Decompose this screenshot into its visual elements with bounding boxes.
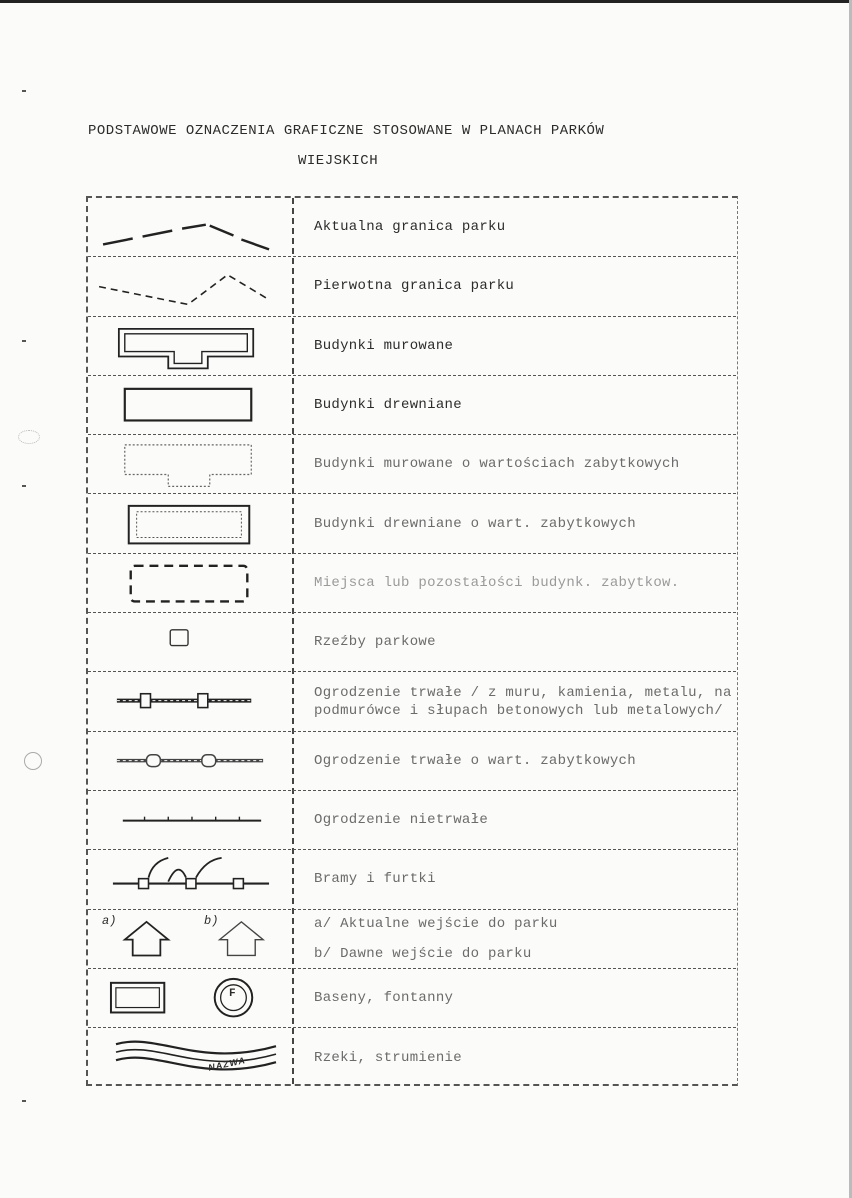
legend-description: Ogrodzenie trwałe / z muru, kamienia, metalu, na podmurówce i słupach betonowych lub metalowych/	[314, 684, 732, 719]
fountain-glyph: F	[229, 987, 236, 1000]
legend-table	[86, 196, 738, 1086]
legend-description: Budynki drewniane o wart. zabytkowych	[314, 515, 636, 532]
legend-row	[88, 495, 736, 554]
legend-description: Aktualna granica parku	[314, 219, 506, 236]
legend-row	[88, 554, 736, 613]
legend-description	[314, 910, 732, 968]
legend-description: Ogrodzenie trwałe o wart. zabytkowych	[314, 752, 636, 769]
legend-row	[88, 791, 736, 850]
original-boundary-symbol	[88, 257, 292, 315]
river-name-label: NAZWA	[207, 1055, 247, 1074]
legend-row	[88, 317, 736, 376]
legend-description: Budynki drewniane	[314, 397, 462, 414]
legend-description: Miejsca lub pozostałości budynk. zabytkow.	[314, 574, 680, 591]
legend-row	[88, 910, 736, 969]
scan-top-edge	[0, 0, 852, 3]
pools-fountains-symbol	[88, 969, 292, 1027]
rivers-streams-symbol	[88, 1028, 292, 1087]
temporary-fence-symbol	[88, 791, 292, 849]
masonry-building-symbol	[88, 317, 292, 375]
title-line-2: WIEJSKICH	[298, 153, 379, 169]
legend-description: Budynki murowane	[314, 337, 454, 354]
park-entrances-symbol	[88, 910, 292, 968]
entrance-b-label: b)	[204, 913, 219, 928]
entrance-b-description: b/ Dawne wejście do parku	[314, 945, 532, 962]
legend-row	[88, 613, 736, 672]
historic-masonry-building-symbol	[88, 435, 292, 493]
legend-description: Baseny, fontanny	[314, 990, 454, 1007]
legend-row	[88, 969, 736, 1028]
margin-mark	[22, 340, 26, 342]
margin-mark	[22, 90, 26, 92]
margin-mark	[22, 485, 26, 487]
legend-row	[88, 257, 736, 316]
legend-row	[88, 376, 736, 435]
punch-hole-mark	[18, 430, 40, 444]
legend-row	[88, 732, 736, 791]
title-line-1: PODSTAWOWE OZNACZENIA GRAFICZNE STOSOWANE W PLANACH PARKÓW	[88, 123, 605, 139]
wooden-building-symbol	[88, 376, 292, 434]
entrance-a-label: a)	[102, 913, 117, 928]
entrance-a-description: a/ Aktualne wejście do parku	[314, 915, 558, 932]
legend-description: Rzeźby parkowe	[314, 634, 436, 651]
legend-row	[88, 435, 736, 494]
legend-description: Pierwotna granica parku	[314, 278, 515, 295]
margin-mark	[22, 1100, 26, 1102]
current-boundary-symbol	[88, 198, 292, 256]
legend-description: Bramy i furtki	[314, 871, 436, 888]
permanent-fence-symbol	[88, 672, 292, 730]
legend-description: Budynki murowane o wartościach zabytkowych	[314, 456, 680, 473]
building-remains-symbol	[88, 554, 292, 612]
legend-description: Rzeki, strumienie	[314, 1049, 462, 1066]
legend-row	[88, 1028, 736, 1087]
legend-row	[88, 850, 736, 909]
historic-permanent-fence-symbol	[88, 732, 292, 790]
gates-symbol	[88, 850, 292, 908]
park-sculpture-symbol	[88, 613, 292, 671]
legend-description: Ogrodzenie nietrwałe	[314, 812, 489, 829]
historic-wooden-building-symbol	[88, 495, 292, 553]
legend-row	[88, 672, 736, 731]
document-title	[88, 116, 708, 176]
legend-row	[88, 198, 736, 257]
punch-hole-mark	[24, 752, 42, 770]
